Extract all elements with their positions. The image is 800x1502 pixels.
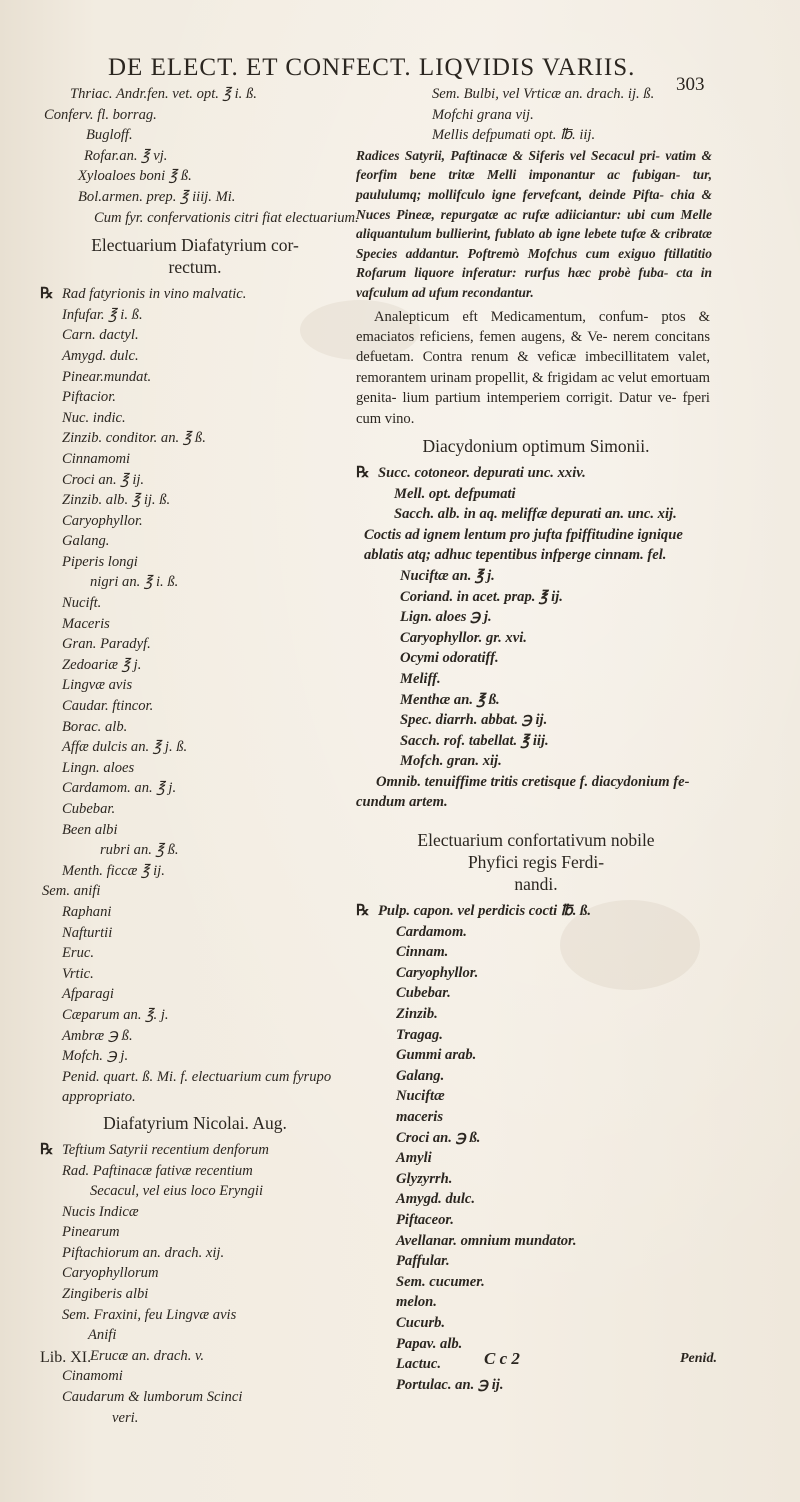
ingredient-line: Been albi <box>62 821 118 838</box>
ingredient-line <box>40 1140 350 1161</box>
ingredient-line: veri. <box>112 1409 139 1426</box>
ingredient-line: Zedoariæ ℥ j. <box>62 656 142 673</box>
ingredient-line: Gummi arab. <box>396 1047 477 1064</box>
ingredient-line: Mell. opt. defpumati <box>394 485 516 502</box>
section-title-electuarium-confortativum <box>356 829 716 895</box>
ingredient-line: Sem. cucumer. <box>396 1273 485 1290</box>
recipe-symbol: ℞ <box>40 1141 54 1158</box>
recipe-electuarium-confortativum <box>356 901 716 1395</box>
ingredient-line: Caryophyllor. gr. xvi. <box>400 629 527 646</box>
ingredient-line: Caudar. ftincor. <box>62 698 154 715</box>
ingredient-line: Carn. dactyl. <box>62 327 139 344</box>
ingredient-line: Sacch. alb. in aq. meliffæ depurati an. unc. xij. <box>394 506 677 523</box>
ingredient-line: Galang. <box>62 533 110 550</box>
recipe-diacydonium <box>356 463 716 813</box>
ingredient-line: Omnib. tenuiffime tritis cretisque f. diacydonium fe- <box>376 773 690 790</box>
ingredient-line: Maceris <box>62 615 110 632</box>
ingredient-line: Affæ dulcis an. ℥ j. ß. <box>62 739 188 756</box>
ingredient-line: Spec. diarrh. abbat. ℈ ij. <box>400 712 548 729</box>
ingredient-line: cundum artem. <box>356 794 448 811</box>
recipe-symbol: ℞ <box>40 286 54 303</box>
title-line: Electuarium confortativum nobile <box>417 830 655 851</box>
ingredient-line <box>356 901 716 922</box>
ingredient-line: Erucæ an. drach. v. <box>90 1347 205 1364</box>
ingredient-line: Piperis longi <box>62 553 138 570</box>
ingredient-line <box>356 463 716 484</box>
ingredient-line: Caryophyllor. <box>396 964 479 981</box>
ingredient-line: ablatis atq; adhuc tepentibus infperge cinnam. fel. <box>364 547 667 564</box>
ingredient-line: Gran. Paradyf. <box>62 636 151 653</box>
ingredient-line: Eruc. <box>62 945 95 962</box>
recipe-diasatyrium <box>40 284 350 1108</box>
ingredient-line: Conferv. fl. borrag. <box>44 106 157 123</box>
ingredient-line: Lingn. aloes <box>62 759 135 776</box>
ingredient-line: Sacch. rof. tabellat. ℥ iij. <box>400 732 549 749</box>
ingredient-line: Paffular. <box>396 1253 450 1270</box>
page-number: 303 <box>676 74 705 95</box>
ingredient-line: appropriato. <box>62 1089 136 1106</box>
ingredient-line: Xyloaloes boni ℥ ß. <box>78 168 192 185</box>
ingredient-line: Rofar.an. ℥ vj. <box>84 147 168 164</box>
ingredient-line: Croci an. ℥ ij. <box>62 471 145 488</box>
ingredient-line: Borac. alb. <box>62 718 128 735</box>
recipe-diasatyrium-nicolai <box>40 1140 350 1428</box>
ingredient-line: Cinnam. <box>396 944 449 961</box>
ingredient-line: Rad. Paftinacæ fativæ recentium <box>62 1162 253 1179</box>
ingredient-line: Zinzib. <box>396 1006 438 1023</box>
preparation-instructions: Radices Satyrii, Paftinacæ & Siferis vel Secacul pri- vatim & feorfim bene tritæ Melli imponantur ac fubigan- tur, paululumq; mollifculo igne fervefcant, deinde Pifta- chia & Nuces Pineæ, repurgatæ ac rufæ adiiciantur: ubi cum Melle aliquantulum bullierint, fublato ab igne lebete tufæ & cribratæ Species addantur. Poftremò Mofchus cum exiguo ftillatitio Rofarum liquore inferatur: rurfus hæc probè fuba- cta in vafculum ad ufum recondantur. <box>356 147 712 300</box>
ingredient-line: Piftaceor. <box>396 1211 454 1228</box>
recipe-symbol: ℞ <box>356 464 370 481</box>
signature-mark: C c 2 <box>484 1349 520 1368</box>
ingredient-text: Pulp. capon. vel perdicis cocti ℔. ß. <box>378 903 591 920</box>
ingredient-line: Sem. Bulbi, vel Vrticæ an. drach. ij. ß. <box>432 86 655 102</box>
ingredient-line: Bugloff. <box>86 127 133 144</box>
left-intro-list <box>40 84 359 228</box>
ingredient-line: maceris <box>396 1109 444 1125</box>
ingredient-line: Cardamom. <box>396 923 467 940</box>
ingredient-line: Menthæ an. ℥ ß. <box>400 691 500 708</box>
ingredient-line <box>40 284 350 305</box>
ingredient-line: Cubebar. <box>62 801 116 817</box>
ingredient-line: Cardamom. an. ℥ j. <box>62 780 177 797</box>
ingredient-line: Zinzib. conditor. an. ℥ ß. <box>62 430 206 447</box>
ingredient-line: rubri an. ℥ ß. <box>100 842 179 859</box>
running-header: DE ELECT. ET CONFECT. LIQVIDIS VARIIS. <box>108 54 636 81</box>
ingredient-line: Zinzib. alb. ℥ ij. ß. <box>62 492 171 509</box>
title-line: nandi. <box>514 874 558 895</box>
ingredient-text: Teftium Satyrii recentium denforum <box>62 1141 269 1158</box>
ingredient-line: Lingvæ avis <box>62 677 133 694</box>
ingredient-line: Thriac. Andr.fen. vet. opt. ℥ i. ß. <box>70 86 257 102</box>
ingredient-line: Cubebar. <box>396 985 451 1002</box>
ingredient-line: Lactuc. <box>396 1356 441 1373</box>
ingredient-line: Penid. quart. ß. Mi. f. electuarium cum fyrupo <box>62 1068 332 1085</box>
ingredient-line: Croci an. ℈ ß. <box>396 1129 481 1146</box>
right-intro-list <box>356 84 716 146</box>
ingredient-line: Mofch. gran. xij. <box>400 753 502 770</box>
left-column <box>40 84 359 1428</box>
ingredient-line: Coriand. in acet. prap. ℥ ij. <box>400 588 563 605</box>
right-column <box>356 84 716 1395</box>
ingredient-text: Succ. cotoneor. depurati unc. xxiv. <box>378 464 586 481</box>
ingredient-line: Piftacior. <box>62 389 116 406</box>
ingredient-line: Cinnamomi <box>62 450 131 467</box>
catchword: Penid. <box>680 1351 717 1366</box>
ingredient-line: Anifi <box>88 1327 117 1344</box>
ingredient-line: Caudarum & lumborum Scinci <box>62 1389 243 1406</box>
ingredient-line: Avellanar. omnium mundator. <box>396 1232 577 1249</box>
ingredient-line: Zingiberis albi <box>62 1286 149 1303</box>
ingredient-line: Sem. anifi <box>42 883 101 900</box>
ingredient-line: Caryophyllorum <box>62 1265 159 1282</box>
ingredient-line: Glyzyrrh. <box>396 1170 453 1187</box>
ingredient-line: Ambræ ℈ ß. <box>62 1027 133 1044</box>
ingredient-line: Mellis defpumati opt. ℔. iij. <box>432 127 596 144</box>
ingredient-line: Nucis Indicæ <box>62 1203 139 1220</box>
ingredient-line: Nucift. <box>62 595 102 612</box>
ingredient-line: Bol.armen. prep. ℥ iiij. Mi. <box>78 188 236 205</box>
section-title-diasatyrium-nicolai: Diafatyrium Nicolai. Aug. <box>103 1112 287 1133</box>
ingredient-line: Afparagi <box>62 986 114 1003</box>
recipe-symbol: ℞ <box>356 903 370 920</box>
ingredient-line: Caryophyllor. <box>62 512 143 529</box>
ingredient-line: Coctis ad ignem lentum pro jufta fpiffitudine ignique <box>364 526 683 543</box>
ingredient-line: Nuciftæ <box>396 1088 445 1105</box>
description-paragraph: Analepticum eft Medicamentum, confum- ptos & emaciatos reficiens, femen augens, & Ve- nerem concitans defuetam. Contra renum & veficæ imbecillitatem valet, remorantem urinam propellit, & frigidam ac velut emortuam genita- lium partium intemperiem corrigit. Datur ve- fperi cum vino. <box>356 308 710 427</box>
section-title-diasatyrium-correctum <box>40 234 350 278</box>
ingredient-line: Ocymi odoratiff. <box>400 650 499 667</box>
ingredient-line: Papav. alb. <box>396 1335 463 1352</box>
ingredient-line: Infufar. ℥ i. ß. <box>62 306 143 323</box>
ingredient-line: Raphani <box>62 903 112 920</box>
title-line: Electuarium Diafatyrium cor- <box>91 235 299 256</box>
ingredient-line: melon. <box>396 1294 437 1311</box>
ingredient-line: Nuciftæ an. ℥ j. <box>400 567 495 584</box>
ingredient-line: Cæparum an. ℥. j. <box>62 1006 169 1023</box>
ingredient-line: Galang. <box>396 1067 445 1084</box>
ingredient-line: Mofchi grana vij. <box>432 106 534 123</box>
ingredient-line: Menth. ficcæ ℥ ij. <box>62 862 165 879</box>
title-line: Phyfici regis Ferdi- <box>467 852 605 873</box>
ingredient-line: Mofch. ℈ j. <box>62 1048 129 1065</box>
ingredient-line: Sem. Fraxini, feu Lingvæ avis <box>62 1306 237 1323</box>
ingredient-line: Amygd. dulc. <box>62 347 139 364</box>
ingredient-line: Nuc. indic. <box>62 409 126 426</box>
ingredient-line: Tragag. <box>396 1026 443 1043</box>
ingredient-text: Rad fatyrionis in vino malvatic. <box>62 286 247 303</box>
ingredient-line: Piftachiorum an. drach. xij. <box>62 1244 225 1261</box>
ingredient-line: Secacul, vel eius loco Eryngii <box>90 1183 264 1200</box>
ingredient-line: Portulac. an. ℈ ij. <box>396 1376 504 1393</box>
ingredient-line: Pinearum <box>62 1224 120 1241</box>
ingredient-line: Nafturtii <box>62 924 113 941</box>
ingredient-line: nigri an. ℥ i. ß. <box>90 574 179 591</box>
ingredient-line: Pinear.mundat. <box>62 368 152 385</box>
book-number: Lib. XI. <box>40 1349 92 1366</box>
ingredient-line: Vrtic. <box>62 965 94 982</box>
ingredient-line: Amyli <box>396 1150 432 1167</box>
ingredient-line: Cucurb. <box>396 1314 446 1331</box>
title-line: rectum. <box>168 257 222 278</box>
ingredient-line: Cum fyr. confervationis citri fiat electuarium. <box>94 209 359 226</box>
section-title-diacydonium: Diacydonium optimum Simonii. <box>422 435 650 456</box>
ingredient-line: Lign. aloes ℈ j. <box>400 609 492 626</box>
ingredient-line: Cinamomi <box>62 1368 123 1385</box>
ingredient-line: Meliff. <box>400 670 441 687</box>
ingredient-line: Amygd. dulc. <box>396 1191 476 1208</box>
